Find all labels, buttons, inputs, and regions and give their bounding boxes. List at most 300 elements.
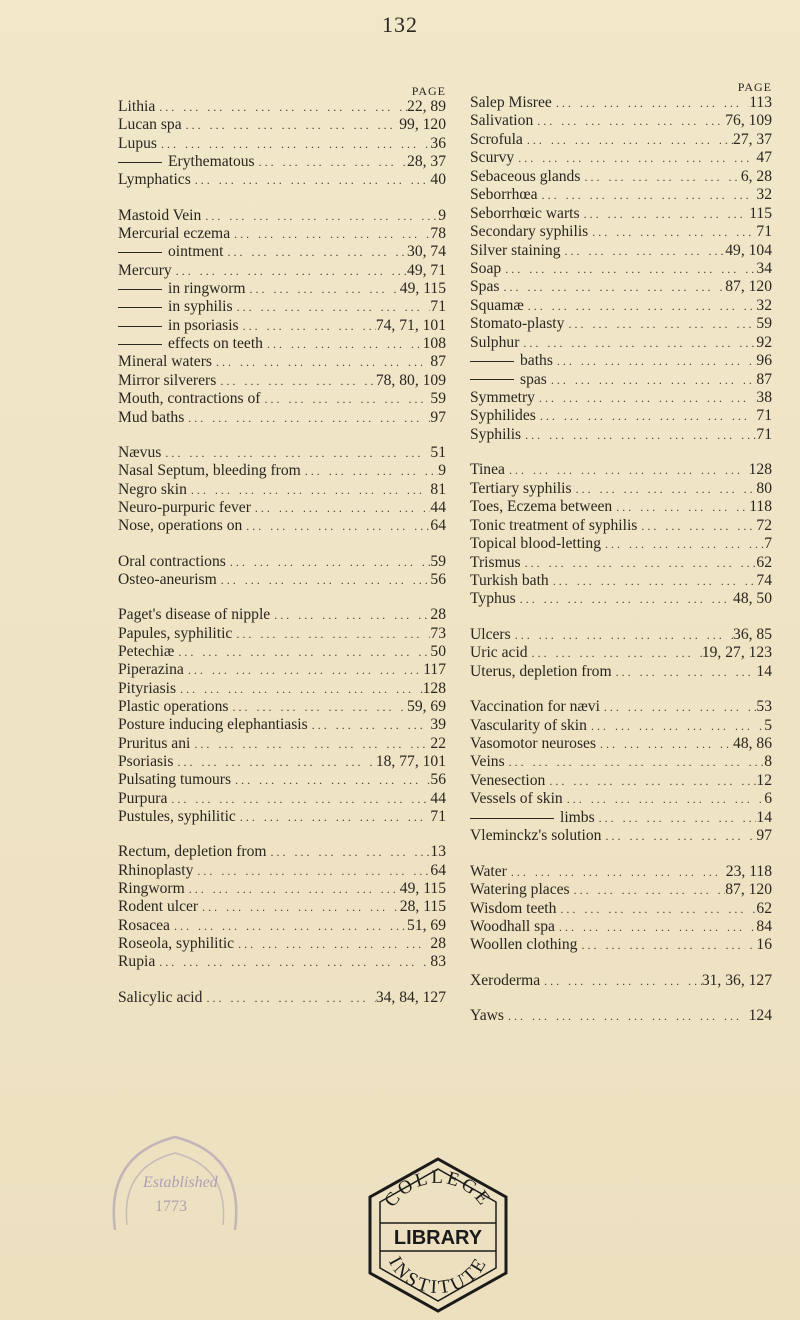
dot-leader — [201, 207, 438, 225]
index-entry — [118, 735, 446, 753]
index-entry-pages: 48, 86 — [733, 735, 772, 752]
section-gap — [118, 427, 446, 444]
index-entry-pages: 34, 84, 127 — [375, 988, 446, 1006]
index-entry — [470, 131, 772, 149]
index-entry-pages: 59 — [756, 315, 772, 333]
dot-leader — [234, 935, 430, 953]
index-entry — [470, 644, 772, 662]
index-entry — [470, 352, 772, 370]
index-entry — [118, 753, 446, 771]
index-entry-label: Watering places — [470, 881, 570, 899]
index-entry-pages: 32 — [756, 186, 772, 204]
index-entry-pages: 64 — [430, 517, 446, 535]
index-entry-label: Lucan spa — [118, 116, 182, 134]
index-entry-pages: 81 — [430, 480, 446, 498]
index-entry-pages: 12 — [756, 771, 772, 789]
index-entry — [470, 900, 772, 918]
index-entry-pages: 74, 71, 101 — [375, 316, 446, 334]
index-entry — [470, 407, 772, 425]
section-gap — [470, 846, 772, 863]
index-entry-pages: 128 — [748, 461, 772, 479]
index-entry-label: Scurvy — [470, 149, 515, 167]
index-entry-pages: 87 — [430, 353, 446, 371]
dot-leader — [521, 554, 757, 572]
index-entry — [470, 827, 772, 845]
dot-leader — [596, 735, 733, 753]
dot-leader — [514, 149, 756, 167]
dot-leader — [540, 972, 702, 990]
dot-leader — [230, 225, 430, 243]
index-entry — [118, 935, 446, 953]
dot-leader — [176, 680, 423, 698]
dot-leader — [193, 862, 430, 880]
index-entry — [118, 243, 446, 261]
dot-leader — [202, 989, 375, 1007]
index-entry-pages: 38 — [756, 389, 772, 406]
index-entry-label: Petechiæ — [118, 642, 175, 660]
index-entry — [118, 843, 446, 861]
index-entry — [470, 809, 772, 827]
index-entry-label: Rectum, depletion from — [118, 843, 267, 861]
index-entry-pages: 47 — [756, 149, 772, 167]
index-entry — [118, 989, 446, 1007]
index-entry-pages: 71 — [756, 223, 772, 241]
index-entry — [118, 98, 446, 116]
index-entry-pages: 71 — [756, 425, 772, 443]
dot-leader — [161, 444, 430, 462]
dot-leader — [308, 716, 431, 734]
dot-leader — [511, 626, 733, 644]
index-entry — [470, 790, 772, 808]
index-entry-label: in psoriasis — [118, 317, 239, 335]
index-entry — [470, 936, 772, 954]
index-entry-label: Turkish bath — [470, 571, 549, 589]
index-entry-pages: 87, 120 — [725, 881, 772, 899]
index-entry-label: Xeroderma — [470, 971, 541, 989]
index-entry-label: Osteo-aneurism — [118, 570, 217, 588]
dot-leader — [516, 590, 733, 608]
index-entry-label: in ringworm — [118, 280, 246, 298]
index-entry-label: Seborrhœa — [470, 186, 538, 204]
index-entry-pages: 34 — [756, 259, 772, 277]
dot-leader — [553, 352, 756, 370]
dot-leader — [570, 881, 726, 899]
index-entry-pages: 113 — [749, 94, 772, 111]
library-stamp — [358, 1155, 518, 1315]
index-entry-pages: 30, 74 — [407, 243, 446, 261]
index-entry-pages: 97 — [430, 408, 446, 426]
index-entry-label: Pityriasis — [118, 679, 177, 697]
index-entry-label: Mud baths — [118, 408, 185, 426]
index-entry-pages: 128 — [422, 679, 446, 697]
index-entry — [118, 953, 446, 971]
index-entry-pages: 118 — [749, 498, 772, 516]
index-entry — [470, 572, 772, 590]
index-entry-pages: 27, 37 — [733, 130, 772, 148]
index-entry-label: Toes, Eczema between — [470, 498, 613, 516]
index-entry-pages: 59, 69 — [407, 697, 446, 715]
index-entry-pages: 51, 69 — [407, 916, 446, 934]
index-entry-label: Paget's disease of nipple — [118, 606, 271, 624]
library-stamp-center-text: LIBRARY — [393, 1227, 483, 1249]
index-entry-pages: 83 — [430, 953, 446, 971]
index-entry — [470, 426, 772, 444]
index-entry — [470, 461, 772, 479]
dot-leader — [174, 643, 430, 661]
index-entry — [118, 606, 446, 624]
page-number: 132 — [382, 12, 418, 37]
index-entry-label: Topical blood-letting — [470, 535, 601, 553]
dot-leader — [232, 625, 430, 643]
index-entry — [470, 223, 772, 241]
dot-leader — [555, 918, 756, 936]
dot-leader — [538, 186, 757, 204]
dot-leader — [155, 98, 407, 116]
index-entry — [118, 716, 446, 734]
index-entry-pages: 22 — [430, 734, 446, 752]
index-entry — [118, 335, 446, 353]
index-entry-pages: 49, 71 — [407, 261, 446, 279]
index-entry — [118, 862, 446, 880]
index-entry-pages: 6 — [764, 790, 772, 808]
index-entry-label: Ringworm — [118, 880, 185, 898]
index-entry — [118, 698, 446, 716]
dot-leader — [549, 572, 757, 590]
index-entry — [470, 863, 772, 881]
library-stamp-top-text: COLLEGE — [380, 1166, 496, 1212]
index-entry — [470, 205, 772, 223]
dot-leader — [263, 335, 423, 353]
index-entry — [118, 481, 446, 499]
index-entry — [470, 168, 772, 186]
index-entry-pages: 16 — [756, 936, 772, 954]
dot-leader — [157, 135, 430, 153]
index-entry-label: Woollen clothing — [470, 936, 578, 954]
dot-leader — [251, 499, 430, 517]
index-entry — [118, 808, 446, 826]
dot-leader — [552, 94, 749, 112]
index-entry — [118, 298, 446, 316]
dot-leader — [600, 698, 756, 716]
dot-leader — [187, 481, 431, 499]
section-gap — [470, 990, 772, 1007]
index-entry — [118, 153, 446, 171]
dot-leader — [564, 315, 756, 333]
dot-leader — [184, 409, 430, 427]
index-entry-label: Vleminckz's solution — [470, 827, 602, 845]
index-entry-pages: 78, 80, 109 — [375, 371, 446, 389]
index-entry-label: Seborrhœic warts — [470, 204, 580, 222]
index-entry-pages: 31, 36, 127 — [701, 971, 772, 989]
dot-leader — [255, 153, 407, 171]
index-entry-label: Mirror silverers — [118, 371, 217, 389]
index-entry-pages: 49, 115 — [399, 280, 446, 298]
index-entry — [470, 772, 772, 790]
index-entry-label: Rupia — [118, 953, 156, 971]
index-entry-pages: 71 — [430, 298, 446, 316]
index-entry-pages: 19, 27, 123 — [701, 644, 772, 662]
index-entry — [118, 462, 446, 480]
index-entries-right — [470, 94, 772, 1026]
index-entry-label: Tinea — [470, 461, 505, 479]
index-entry-pages: 14 — [756, 808, 772, 826]
index-entry — [470, 554, 772, 572]
index-entry-label: Oral contractions — [118, 552, 226, 570]
index-entry-label: Squamæ — [470, 296, 524, 314]
index-entry-label: Yaws — [470, 1007, 504, 1025]
index-entry-label: Wisdom teeth — [470, 899, 557, 917]
index-entry-pages: 49, 115 — [399, 880, 446, 898]
dot-leader — [260, 390, 430, 408]
index-entry — [470, 535, 772, 553]
dot-leader — [521, 426, 756, 444]
index-entry — [118, 116, 446, 134]
index-column-left — [118, 84, 446, 1007]
index-entry-label: Pustules, syphilitic — [118, 808, 236, 826]
index-entry-pages: 62 — [756, 553, 772, 571]
index-entry-label: Negro skin — [118, 480, 187, 498]
dot-leader — [231, 771, 430, 789]
dot-leader — [524, 297, 757, 315]
index-entry-label: Lymphatics — [118, 171, 191, 189]
index-entry-pages: 76, 109 — [725, 112, 772, 130]
dot-leader — [547, 371, 757, 389]
dot-leader — [216, 372, 376, 390]
index-entries-left — [118, 98, 446, 1007]
index-entry-label: in syphilis — [118, 298, 233, 316]
index-entry — [470, 972, 772, 990]
index-entry-pages: 74 — [756, 571, 772, 589]
index-entry-pages: 44 — [430, 498, 446, 516]
dot-leader — [505, 461, 749, 479]
dot-leader — [561, 242, 726, 260]
index-entry-pages: 62 — [756, 899, 772, 917]
dot-leader — [236, 808, 431, 826]
index-entry-pages: 28 — [430, 935, 446, 953]
index-entry-label: Pulsating tumours — [118, 771, 232, 789]
index-entry-pages: 87, 120 — [725, 278, 772, 296]
index-entry-label: Vascularity of skin — [470, 716, 587, 734]
dot-leader — [535, 389, 756, 407]
index-entry-label: Typhus — [470, 590, 516, 608]
section-gap — [118, 190, 446, 207]
stamp-text-year: 1773 — [155, 1198, 187, 1215]
dot-leader — [637, 517, 756, 535]
index-entry-label: Syphilides — [470, 407, 536, 425]
index-entry-label: Ulcers — [470, 625, 511, 643]
dot-leader — [270, 606, 430, 624]
index-entry — [470, 371, 772, 389]
index-entry-pages: 51 — [430, 443, 446, 461]
index-entry-label: Syphilis — [470, 425, 522, 443]
dot-leader — [580, 205, 750, 223]
index-entry — [470, 297, 772, 315]
section-gap — [118, 536, 446, 553]
index-entry-pages: 72 — [756, 516, 772, 534]
dot-leader — [563, 790, 765, 808]
index-entry-pages: 124 — [748, 1007, 772, 1025]
index-entry-label: Posture inducing elephantiasis — [118, 716, 308, 734]
index-entry-label: Scrofula — [470, 130, 523, 148]
index-entry-pages: 117 — [423, 661, 446, 679]
dot-leader — [267, 843, 431, 861]
dot-leader — [212, 353, 430, 371]
index-entry-label: Sulphur — [470, 333, 520, 351]
dot-leader — [170, 917, 407, 935]
index-entry-pages: 71 — [756, 407, 772, 425]
index-entry — [470, 590, 772, 608]
dot-leader — [223, 243, 407, 261]
index-entry — [470, 260, 772, 278]
dot-leader — [612, 498, 749, 516]
index-entry-pages: 56 — [430, 570, 446, 588]
dot-leader — [301, 462, 438, 480]
dot-leader — [185, 880, 400, 898]
index-entry — [118, 790, 446, 808]
index-entry-label: baths — [470, 352, 553, 370]
index-entry-label: Secondary syphilis — [470, 223, 589, 241]
index-entry-label: Uric acid — [470, 644, 528, 662]
dot-leader — [167, 790, 430, 808]
section-gap — [470, 609, 772, 626]
index-entry — [118, 372, 446, 390]
dot-leader — [519, 334, 756, 352]
index-entry-pages: 99, 120 — [399, 116, 446, 134]
index-entry-pages: 64 — [430, 861, 446, 879]
index-entry-pages: 23, 118 — [725, 862, 772, 880]
index-entry-label: Tonic treatment of syphilis — [470, 516, 638, 534]
dot-leader — [507, 863, 726, 881]
library-stamp-bottom-text: INSTITUTE — [384, 1252, 493, 1299]
section-gap — [118, 972, 446, 989]
index-entry-label: Roseola, syphilitic — [118, 935, 235, 953]
index-entry-pages: 6, 28 — [740, 167, 772, 185]
dot-leader — [523, 131, 733, 149]
index-entry-label: Venesection — [470, 771, 546, 789]
index-entry-pages: 28, 115 — [399, 898, 446, 916]
dot-leader — [226, 553, 431, 571]
index-entry-label: Mouth, contractions of — [118, 390, 261, 408]
dot-leader — [601, 827, 756, 845]
dot-leader — [545, 772, 756, 790]
dot-leader — [505, 753, 765, 771]
index-entry-label: Mineral waters — [118, 353, 212, 371]
index-entry-label: Piperazina — [118, 661, 184, 679]
index-entry-label: Neuro-purpuric fever — [118, 498, 251, 516]
index-entry — [118, 280, 446, 298]
index-entry — [470, 149, 772, 167]
index-entry — [118, 680, 446, 698]
index-entry-pages: 92 — [756, 333, 772, 351]
dot-leader — [536, 407, 757, 425]
index-entry-pages: 96 — [756, 352, 772, 370]
section-gap — [470, 444, 772, 461]
index-entry — [118, 444, 446, 462]
index-entry — [118, 225, 446, 243]
index-entry — [118, 917, 446, 935]
index-entry-label: Trismus — [470, 553, 521, 571]
index-entry — [470, 112, 772, 130]
index-column-right — [470, 80, 772, 1026]
index-entry — [118, 262, 446, 280]
index-entry — [470, 498, 772, 516]
index-entry-label: Silver staining — [470, 241, 561, 259]
index-entry-label: Salep Misree — [470, 94, 552, 111]
index-entry-label: Symmetry — [470, 389, 535, 406]
index-entry-label: Papules, syphilitic — [118, 624, 233, 642]
dot-leader — [528, 644, 702, 662]
dot-leader — [233, 298, 431, 316]
index-entry — [118, 517, 446, 535]
dot-leader — [572, 480, 757, 498]
index-entry — [118, 898, 446, 916]
index-entry-label: Veins — [470, 753, 505, 771]
index-entry-label: Purpura — [118, 789, 168, 807]
index-entry-label: Stomato-plasty — [470, 315, 565, 333]
dot-leader — [556, 900, 756, 918]
index-entry-pages: 22, 89 — [407, 98, 446, 115]
index-entry-label: Vaccination for nævi — [470, 698, 600, 716]
index-entry — [118, 353, 446, 371]
index-entry — [118, 499, 446, 517]
dot-leader — [228, 698, 407, 716]
index-entry-label: Rodent ulcer — [118, 898, 199, 916]
index-entry-label: Lupus — [118, 134, 157, 152]
index-entry-label: limbs — [470, 809, 595, 827]
dot-leader — [172, 262, 407, 280]
index-entry-label: Plastic operations — [118, 697, 229, 715]
index-entry — [470, 1007, 772, 1025]
index-entry — [470, 663, 772, 681]
index-entry-label: Spas — [470, 278, 500, 296]
index-entry-pages: 5 — [764, 716, 772, 734]
index-entry-pages: 28 — [430, 606, 446, 624]
index-entry — [470, 278, 772, 296]
index-entry — [470, 480, 772, 498]
index-entry-pages: 28, 37 — [407, 153, 446, 171]
index-entry-pages: 80 — [756, 479, 772, 497]
dot-leader — [504, 1007, 749, 1025]
index-entry-pages: 84 — [756, 917, 772, 935]
dot-leader — [580, 168, 740, 186]
dot-leader — [191, 171, 431, 189]
dot-leader — [577, 936, 756, 954]
index-entry-label: spas — [470, 371, 547, 389]
dot-leader — [587, 717, 764, 735]
section-gap — [470, 681, 772, 698]
index-entry — [470, 94, 772, 112]
index-entry-pages: 50 — [430, 642, 446, 660]
index-entry-label: Uterus, depletion from — [470, 662, 612, 680]
index-entry-pages: 53 — [756, 698, 772, 716]
index-entry-pages: 14 — [756, 662, 772, 680]
index-entry-label: ointment — [118, 243, 223, 261]
index-entry — [118, 317, 446, 335]
dot-leader — [612, 663, 757, 681]
index-entry-label: Salicylic acid — [118, 988, 203, 1006]
index-entry-pages: 44 — [430, 789, 446, 807]
page-column-heading: PAGE — [737, 80, 772, 94]
index-entry-label: Mercury — [118, 261, 172, 279]
index-entry-pages: 87 — [756, 370, 772, 388]
index-entry — [118, 135, 446, 153]
section-gap — [118, 826, 446, 843]
dot-leader — [595, 809, 757, 827]
index-entry-label: effects on teeth — [118, 335, 263, 353]
index-entry — [470, 735, 772, 753]
index-entry-label: Mastoid Vein — [118, 206, 202, 224]
index-entry-label: Vasomotor neuroses — [470, 735, 597, 752]
